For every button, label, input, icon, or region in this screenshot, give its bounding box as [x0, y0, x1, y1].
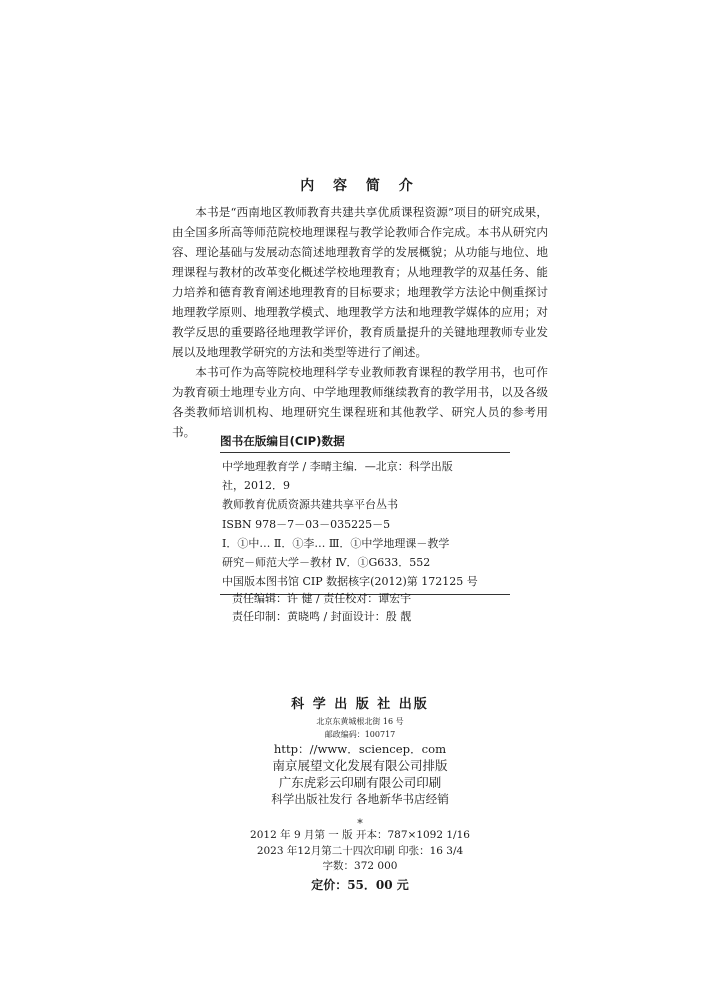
cip-line: 社，2012．9	[222, 479, 290, 493]
price: 定价：55．00 元	[311, 877, 409, 892]
summary-title: 内 容 简 介	[300, 178, 420, 194]
cip-line: 研究－师范大学－教材 Ⅳ．①G633．552	[222, 556, 431, 570]
cip-line: ISBN 978－7－03－035225－5	[222, 517, 391, 531]
typesetter: 南京展望文化发展有限公司排版	[272, 758, 448, 773]
cip-line: 教师教育优质资源共建共享平台丛书	[222, 498, 398, 512]
publisher-name: 科 学 出 版 社 出版	[291, 697, 429, 712]
cip-data-block	[220, 452, 510, 595]
printing-line: 2023 年12月第二十四次印刷 印张：16 3/4	[256, 844, 464, 857]
editor-line: 责任编辑：许 健 / 责任校对：谭宏宇	[232, 592, 412, 605]
summary-paragraph-1: 本书是“西南地区教师教育共建共享优质课程资源”项目的研究成果，由全国多所高等师范院校地理课程与教学论教师合作完成。本书从研究内容、理论基础与发展动态简述地理教育学的发展概貌；从功能与地位、地理课程与教材的改革变化概述学校地理教育；从地理教学的双基任务、能力培养和德育教育阐述地理教育的目标要求；地理教学方法论中侧重探讨地理教学原则、地理教学模式、地理教学方法和地理教学媒体的应用；对教学反思的重要路径地理教学评价，教育质量提升的关键地理教师专业发展以及地理教学研究的方法和类型等进行了阐述。	[172, 205, 548, 359]
separator-asterisk: *	[357, 817, 363, 830]
publisher-website: http：//www．sciencep．com	[273, 742, 447, 756]
word-count: 字数：372 000	[322, 860, 398, 872]
printer: 广东虎彩云印刷有限公司印刷	[278, 775, 442, 790]
editor-line: 责任印制：黄晓鸣 / 封面设计：殷 靓	[232, 610, 412, 623]
editors-block	[232, 590, 411, 626]
cip-heading: 图书在版编目(CIP)数据	[220, 434, 345, 448]
cip-line: 中国版本图书馆 CIP 数据核字(2012)第 172125 号	[222, 575, 478, 589]
first-edition-line: 2012 年 9 月第 一 版 开本：787×1092 1/16	[250, 829, 470, 841]
publisher-postcode: 邮政编码：100717	[324, 730, 396, 739]
cip-line: Ⅰ．①中… Ⅱ．①李… Ⅲ．①中学地理课－教学	[222, 536, 450, 550]
summary-paragraph-2: 本书可作为高等院校地理科学专业教师教育课程的教学用书，也可作为教育硕士地理专业方向、中学地理教师继续教育的教学用书，以及各级各类教师培训机构、地理研究生课程班和其他教学、研究人员的参考用书。	[172, 365, 548, 439]
cip-line: 中学地理教育学 / 李晴主编．—北京：科学出版	[222, 460, 453, 473]
distribution: 科学出版社发行 各地新华书店经销	[271, 792, 449, 806]
publisher-block	[0, 695, 720, 833]
edition-block	[0, 828, 720, 895]
publisher-address: 北京东黄城根北街 16 号	[316, 717, 404, 726]
summary-body	[172, 202, 548, 442]
